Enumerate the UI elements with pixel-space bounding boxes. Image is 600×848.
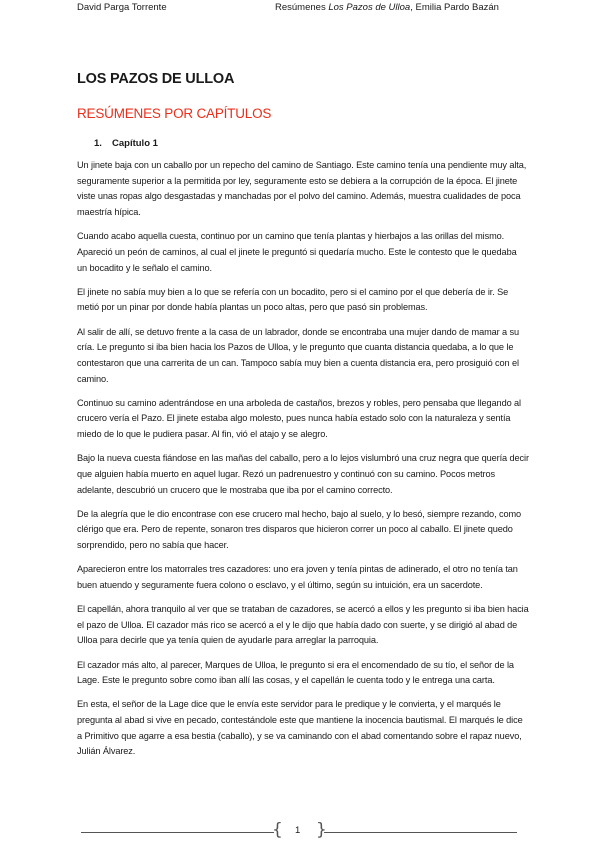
paragraph: El cazador más alto, al parecer, Marques de Ulloa, le pregunto si era el encomendado de su tío, el señor de la Lage. Este le pregunto sobre como iban allí las cosas, y el capellán le cuenta todo y le entrega una carta. — [77, 659, 514, 686]
header-title-suffix: , Emilia Pardo Bazán — [410, 2, 499, 13]
header-author: David Parga Torrente — [77, 2, 167, 13]
paragraph: En esta, el señor de la Lage dice que le envía este servidor para le predique y le convierta, y el marqués le pregunta al abad si vive en pecado, contestándole este que mantiene la inocencia bautismal. El marqués le dice a Primitivo que agarre a esa bestia (caballo), y se va caminando con el abad comentando sobre el rapaz nuevo, Julián Álvarez. — [77, 699, 523, 757]
chapter-body — [77, 158, 529, 769]
paragraph: Un jinete baja con un caballo por un repecho del camino de Santiago. Este camino tenía una pendiente muy alta, seguramente superior a la permitida por ley, seguramente esto se debiera a la corrupción de la época. El jinete viste unas ropas algo desgastadas y manchadas por el polvo del camino. Además, muestra cualidades de poca maestría hípica. — [77, 160, 527, 218]
footer-rule-right — [324, 832, 517, 833]
chapter-heading — [94, 138, 158, 149]
paragraph: El capellán, ahora tranquilo al ver que se trataban de cazadores, se acercó a ellos y les pregunto si iba bien hacia el pazo de Ulloa. El cazador más rico se acercó a el y le dijo que había dado con suerte, y se dirigió al abad de Ulloa para decirle que ya tenía quien de ayudarle para arreglar la parroquia. — [77, 604, 529, 646]
page-number: 1 — [295, 825, 301, 836]
chapter-number: 1. — [94, 138, 102, 149]
paragraph: Cuando acabo aquella cuesta, continuo por un camino que tenía plantas y hierbajos a las orillas del mismo. Apareció un peón de caminos, al cual el jinete le preguntó si quedaría mucho. Este le contesto que le quedaba un bocadito y le señalo el camino. — [77, 231, 517, 273]
header-title-prefix: Resúmenes — [275, 2, 329, 13]
paragraph: Bajo la nueva cuesta fiándose en las mañas del caballo, pero a lo lejos vislumbró una cruz negra que quería decir que alguien había muerto en aquel lugar. Rezó un padrenuestro y continuó con su camino. Pocos metros adelante, descubrió un crucero que le mostraba que iba por el camino correcto. — [77, 453, 529, 495]
brace-left-icon: { — [272, 820, 283, 840]
paragraph: El jinete no sabía muy bien a lo que se refería con un bocadito, pero si el camino por el que debería de ir. Se metió por un pinar por donde había plantas un poco altas, pero que pasó sin problemas. — [77, 286, 509, 313]
paragraph: Aparecieron entre los matorrales tres cazadores: uno era joven y tenía pintas de adinerado, el otro no tenía tan buen atuendo y seguramente fuera colono o esclavo, y el último, según su intuición, era un sacerdote. — [77, 564, 518, 590]
paragraph: De la alegría que le dio encontrase con ese crucero mal hecho, bajo al suelo, y lo besó, siempre rezando, como clérigo que era. Pero de repente, sonaron tres disparos que hicieron correr un poco al caballo. El jinete quedo sorprendido, pero no sabía que hacer. — [77, 508, 522, 551]
footer-rule-left — [81, 832, 274, 833]
page-title: LOS PAZOS DE ULLOA — [77, 71, 235, 87]
chapter-title: Capítulo 1 — [112, 138, 158, 149]
paragraph: Continuo su camino adentrándose en una arboleda de castaños, brezos y robles, pero pensaba que llegando al crucero vería el Pazo. El jinete estaba algo molesto, pues nunca había estado solo con la naturaleza y sentía miedo de lo que le pudiera pasar. Al fin, vió el atajo y se alegro. — [77, 397, 521, 440]
header-title-italic: Los Pazos de Ulloa — [328, 2, 411, 13]
paragraph: Al salir de allí, se detuvo frente a la casa de un labrador, donde se encontraba una mujer dando de mamar a su cría. Le pregunto si iba bien hacia los Pazos de Ulloa, y le pregunto que cuanta distancia quedaba, a lo que le contestaron que una carrerita de un can. Tampoco sabía muy bien a cuenta distancia era, pero prosiguió con el camino. — [77, 326, 520, 384]
brace-right-icon: } — [316, 820, 327, 840]
header-doc-title — [275, 2, 499, 13]
section-subtitle: RESÚMENES POR CAPÍTULOS — [77, 106, 272, 121]
